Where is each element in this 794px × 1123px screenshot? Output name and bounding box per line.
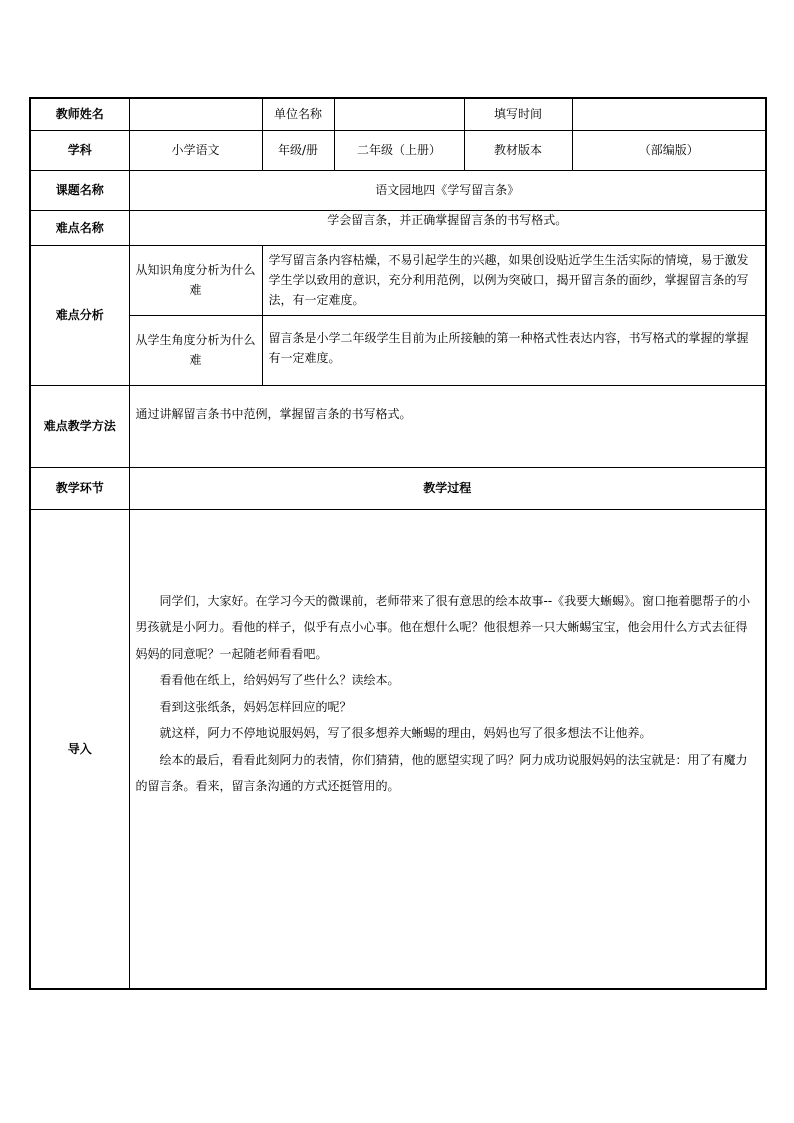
grade-value: 二年级（上册） xyxy=(334,130,464,170)
intro-content xyxy=(129,509,766,989)
topic-value: 语文园地四《学写留言条》 xyxy=(129,170,766,210)
textbook-label: 教材版本 xyxy=(464,130,572,170)
teacher-name-label: 教师姓名 xyxy=(30,98,129,130)
method-row xyxy=(30,385,766,467)
topic-label: 课题名称 xyxy=(30,170,129,210)
intro-paragraph: 绘本的最后，看看此刻阿力的表情，你们猜猜，他的愿望实现了吗？阿力成功说服妈妈的法宝就是：用了有魔力的留言条。看来，留言条沟通的方式还挺管用的。 xyxy=(135,752,748,793)
stage-header: 教学环节 xyxy=(30,467,129,509)
difficulty-row xyxy=(30,210,766,245)
difficulty-value: 学会留言条，并正确掌握留言条的书写格式。 xyxy=(129,210,766,245)
lesson-plan-page xyxy=(29,97,765,990)
unit-name-label: 单位名称 xyxy=(262,98,334,130)
knowledge-angle-label: 从知识角度分析为什么难 xyxy=(129,245,262,315)
intro-row xyxy=(30,509,766,989)
student-angle-text: 留言条是小学二年级学生目前为止所接触的第一种格式性表达内容，书写格式的掌握的掌握有一定难度。 xyxy=(262,315,766,385)
intro-paragraph: 同学们，大家好。在学习今天的微课前，老师带来了很有意思的绘本故事--《我要大蜥蜴》。窗口拖着腮帮子的小男孩就是小阿力。看他的样子，似乎有点小心事。他在想什么呢？他很想养一只大蜥蜴宝宝，他会用什么方式去征得妈妈的同意呢？一起随老师看看吧。 xyxy=(135,593,751,661)
intro-label: 导入 xyxy=(30,509,129,989)
textbook-value: （部编版） xyxy=(572,130,766,170)
process-header-row xyxy=(30,467,766,509)
fill-time-label: 填写时间 xyxy=(464,98,572,130)
lesson-plan-table xyxy=(29,97,767,990)
intro-paragraph: 就这样，阿力不停地说服妈妈，写了很多想养大蜥蜴的理由，妈妈也写了很多想法不让他养。 xyxy=(159,726,652,740)
method-value: 通过讲解留言条书中范例，掌握留言条的书写格式。 xyxy=(129,385,766,467)
grade-label: 年级/册 xyxy=(262,130,334,170)
unit-name-field[interactable] xyxy=(334,98,464,130)
intro-paragraph: 看看他在纸上，给妈妈写了些什么？读绘本。 xyxy=(159,673,400,687)
analysis-label: 难点分析 xyxy=(30,245,129,385)
difficulty-label: 难点名称 xyxy=(30,210,129,245)
header-row-2 xyxy=(30,130,766,170)
knowledge-angle-text: 学写留言条内容枯燥，不易引起学生的兴趣，如果创设贴近学生生活实际的情境，易于激发学生学以致用的意识，充分利用范例，以例为突破口，揭开留言条的面纱，掌握留言条的写法，有一定难度。 xyxy=(262,245,766,315)
header-row-1 xyxy=(30,98,766,130)
student-angle-label: 从学生角度分析为什么难 xyxy=(129,315,262,385)
intro-paragraph: 看到这张纸条，妈妈怎样回应的呢？ xyxy=(159,699,352,714)
fill-time-field[interactable] xyxy=(572,98,766,130)
subject-value: 小学语文 xyxy=(129,130,262,170)
analysis-row-knowledge xyxy=(30,245,766,315)
subject-label: 学科 xyxy=(30,130,129,170)
method-label: 难点教学方法 xyxy=(30,385,129,467)
topic-row xyxy=(30,170,766,210)
process-header: 教学过程 xyxy=(129,467,766,509)
analysis-row-student xyxy=(30,315,766,385)
teacher-name-field[interactable] xyxy=(129,98,262,130)
